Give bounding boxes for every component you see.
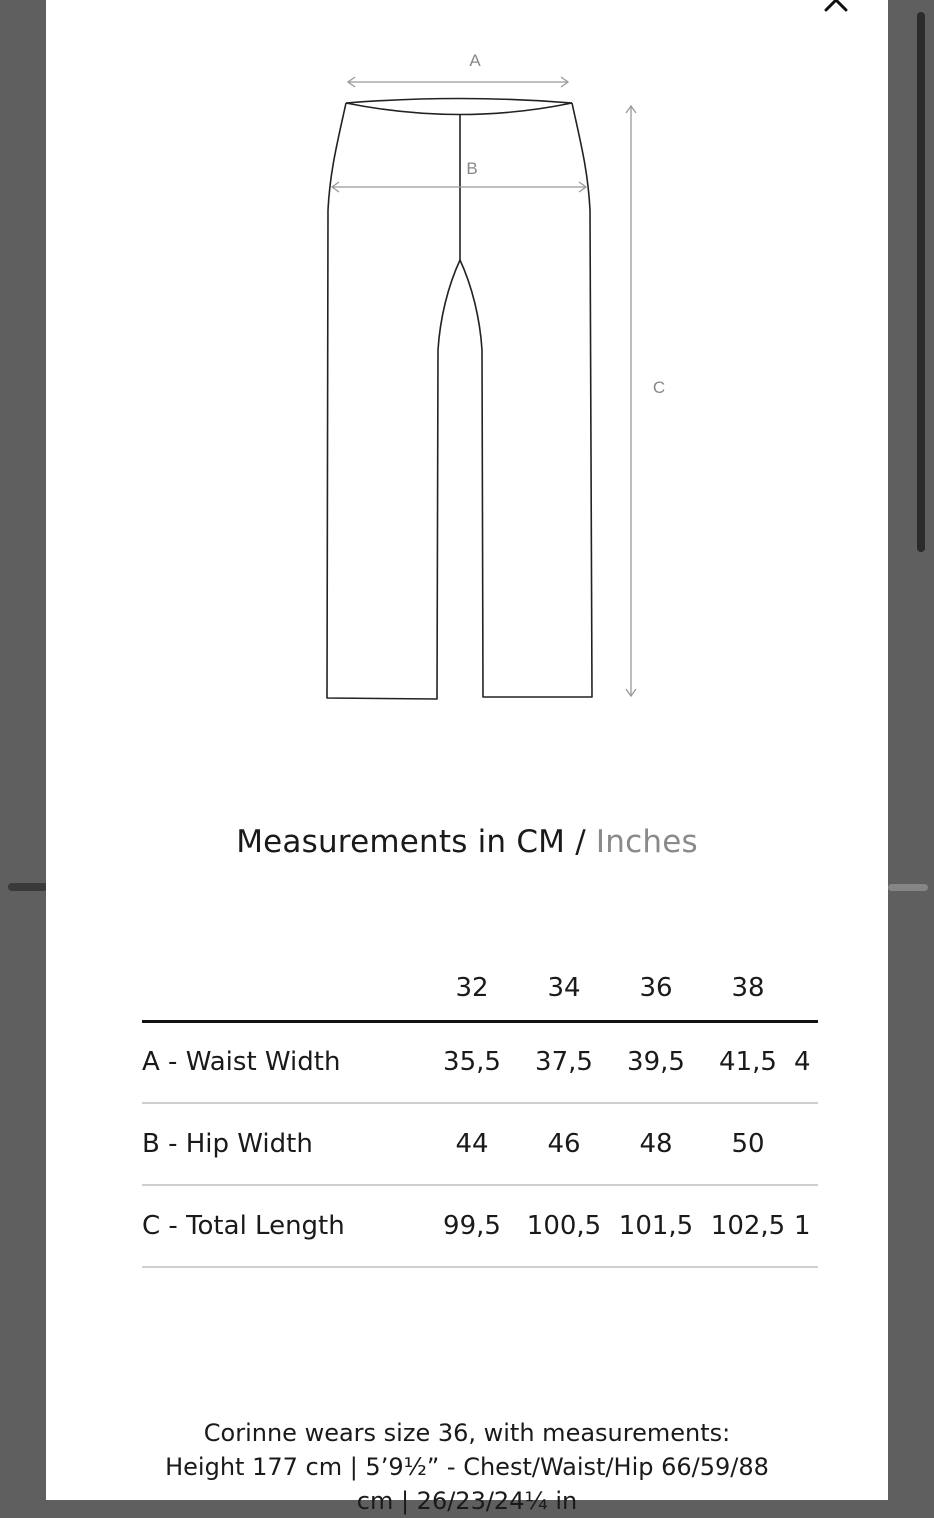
table-row xyxy=(142,1103,818,1185)
size-header-cell: 36 xyxy=(639,972,673,1003)
row-label: A - Waist Width xyxy=(142,1047,341,1078)
trouser-outline xyxy=(327,99,592,700)
table-cell: 46 xyxy=(547,1129,581,1159)
size-header-cell: 38 xyxy=(731,972,765,1003)
trouser-diagram xyxy=(46,0,888,720)
table-cell: 41,5 xyxy=(719,1047,777,1078)
table-cell-cut: 1 xyxy=(794,1211,811,1241)
size-guide-sheet xyxy=(46,0,888,1515)
table-row xyxy=(142,1021,818,1103)
table-cell: 48 xyxy=(639,1129,673,1159)
table-cell: 37,5 xyxy=(535,1047,593,1078)
cm-unit-option[interactable]: Measurements in CM xyxy=(236,824,566,860)
size-header-empty xyxy=(142,956,426,1021)
table-row xyxy=(142,1185,818,1267)
row-label: B - Hip Width xyxy=(142,1129,313,1159)
table-cell: 99,5 xyxy=(443,1211,501,1241)
length-arrow xyxy=(626,106,636,696)
scrollbar-thumb[interactable] xyxy=(917,12,925,552)
table-cell-cut: 4 xyxy=(794,1047,811,1078)
label-b: B xyxy=(466,159,478,178)
size-header-cut xyxy=(794,956,818,1021)
table-cell-cut xyxy=(794,1103,818,1185)
row-label: C - Total Length xyxy=(142,1211,345,1241)
table-cell: 44 xyxy=(455,1129,489,1159)
hip-arrow xyxy=(332,182,586,192)
model-info-line: Corinne wears size 36, with measurements: xyxy=(203,1419,731,1447)
backdrop-grip-right xyxy=(888,884,928,891)
units-separator: / xyxy=(575,824,586,860)
inches-unit-option[interactable]: Inches xyxy=(595,824,698,860)
model-info-line: Height 177 cm | 5’9½” - Chest/Waist/Hip 66/59/88 xyxy=(165,1453,769,1481)
model-info xyxy=(46,1416,888,1518)
table-cell: 39,5 xyxy=(627,1047,685,1078)
label-a: A xyxy=(469,51,481,70)
table-cell: 102,5 xyxy=(710,1211,786,1241)
backdrop-grip-left xyxy=(8,883,48,891)
size-header-cell: 34 xyxy=(547,972,581,1003)
table-cell: 100,5 xyxy=(526,1211,602,1241)
size-header-row xyxy=(142,956,818,1021)
measurement-units-toggle xyxy=(46,824,888,860)
label-c: C xyxy=(652,378,666,397)
size-header-cell: 32 xyxy=(455,972,489,1003)
size-table xyxy=(142,956,818,1268)
table-cell: 35,5 xyxy=(443,1047,501,1078)
waist-arrow xyxy=(348,77,568,87)
model-info-line: cm | 26/23/24¼ in xyxy=(356,1487,578,1515)
table-cell: 50 xyxy=(731,1129,765,1159)
table-cell: 101,5 xyxy=(618,1211,694,1241)
